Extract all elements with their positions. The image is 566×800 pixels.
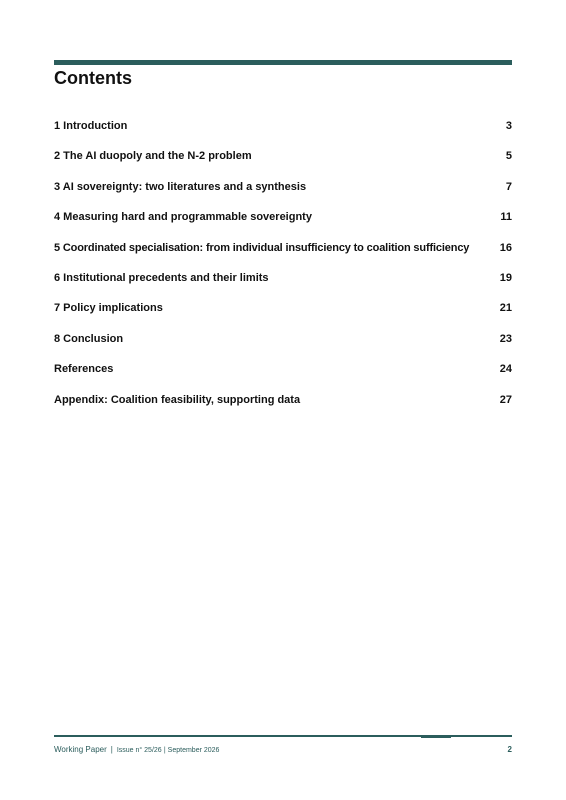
- footer-publication-info: [54, 745, 219, 756]
- toc-entry-page: 19: [499, 271, 512, 284]
- footer-separator: |: [110, 745, 113, 754]
- toc-entry[interactable]: [54, 240, 512, 270]
- footer-page-number: 2: [507, 745, 512, 754]
- toc-entry-label: References: [54, 363, 114, 376]
- toc-entry[interactable]: [54, 331, 512, 361]
- toc-entry[interactable]: [54, 361, 512, 391]
- toc-entry-page: 24: [499, 363, 512, 376]
- toc-entry-label: Appendix: Coalition feasibility, supporting data: [54, 393, 301, 406]
- footer-series: Working Paper: [54, 745, 107, 754]
- header-rule: [54, 60, 512, 65]
- toc-entry-label: 3 AI sovereignty: two literatures and a synthesis: [54, 180, 307, 193]
- toc-entry-label: 1 Introduction: [54, 120, 128, 132]
- toc-entry-page: 5: [505, 150, 512, 163]
- toc-entry[interactable]: [54, 118, 512, 148]
- footer-issue: Issue n° 25/26: [116, 747, 162, 754]
- toc-entry-page: 3: [505, 120, 512, 132]
- page-title: Contents: [54, 68, 132, 88]
- toc-entry-page: 21: [499, 302, 512, 315]
- toc-entry[interactable]: [54, 392, 512, 422]
- toc-entry-page: 11: [500, 211, 512, 224]
- toc-entry-label: 6 Institutional precedents and their limits: [54, 271, 269, 284]
- footer-date: | September 2026: [163, 747, 220, 754]
- toc-entry-label: 5 Coordinated specialisation: from individual insufficiency to coalition sufficiency: [54, 241, 470, 254]
- toc-entry[interactable]: [54, 179, 512, 209]
- toc-entry-label: 7 Policy implications: [54, 302, 163, 315]
- table-of-contents: [54, 118, 512, 422]
- toc-entry[interactable]: [54, 148, 512, 178]
- toc-entry[interactable]: [54, 300, 512, 330]
- toc-entry-label: 4 Measuring hard and programmable sovereignty: [54, 211, 312, 224]
- toc-entry-page: 7: [505, 180, 512, 193]
- toc-entry[interactable]: [54, 270, 512, 300]
- toc-entry-page: 16: [499, 241, 512, 254]
- toc-entry[interactable]: [54, 209, 512, 239]
- footer-accent-mark: [421, 735, 451, 738]
- toc-entry-page: 23: [499, 332, 512, 345]
- toc-entry-page: 27: [499, 393, 512, 406]
- toc-entry-label: 8 Conclusion: [54, 332, 124, 345]
- toc-entry-label: 2 The AI duopoly and the N-2 problem: [54, 150, 252, 163]
